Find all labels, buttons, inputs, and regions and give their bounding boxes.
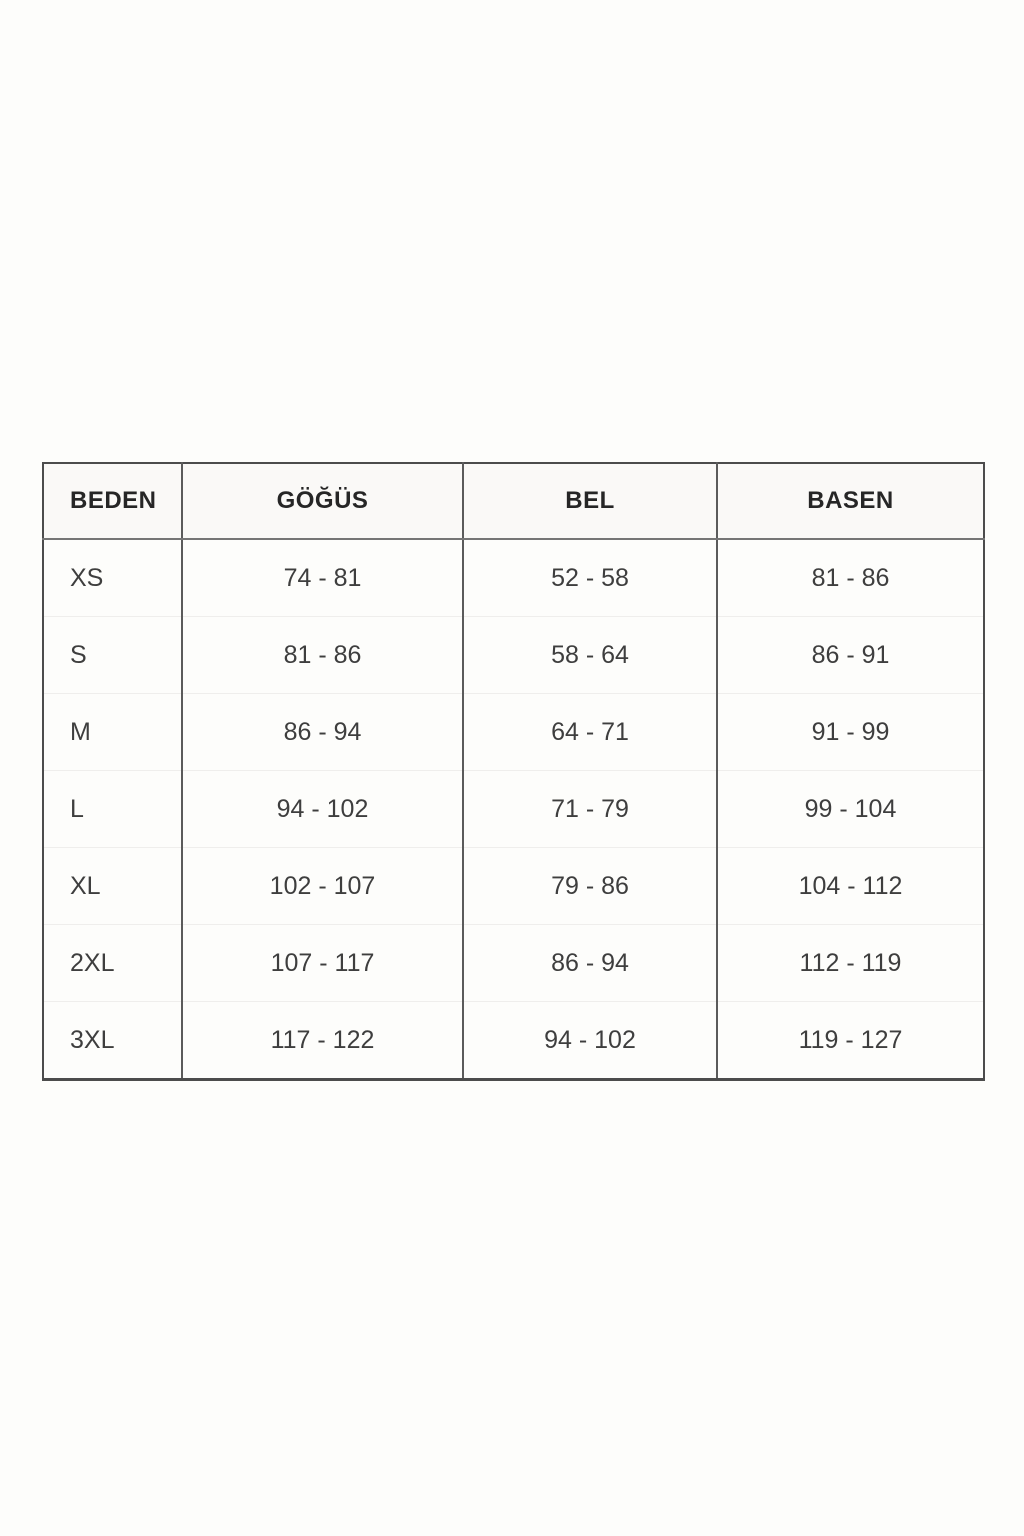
chest-range: 86 - 94 [182,694,463,771]
table-row-s [43,617,984,694]
header-cell-basen: BASEN [717,463,984,539]
chest-range: 74 - 81 [182,539,463,617]
size-label: M [43,694,182,771]
waist-range: 58 - 64 [463,617,717,694]
chest-range: 107 - 117 [182,925,463,1002]
table-row-2xl [43,925,984,1002]
hip-range: 86 - 91 [717,617,984,694]
size-label: L [43,771,182,848]
chest-range: 94 - 102 [182,771,463,848]
size-label: 2XL [43,925,182,1002]
hip-range: 104 - 112 [717,848,984,925]
table-row-xl [43,848,984,925]
hip-range: 112 - 119 [717,925,984,1002]
hip-range: 99 - 104 [717,771,984,848]
size-label: S [43,617,182,694]
hip-range: 119 - 127 [717,1002,984,1080]
waist-range: 71 - 79 [463,771,717,848]
size-chart-table [42,462,985,1081]
size-chart-body [43,539,984,1080]
chest-range: 81 - 86 [182,617,463,694]
header-cell-beden: BEDEN [43,463,182,539]
hip-range: 81 - 86 [717,539,984,617]
waist-range: 86 - 94 [463,925,717,1002]
header-row [43,463,984,539]
waist-range: 94 - 102 [463,1002,717,1080]
hip-range: 91 - 99 [717,694,984,771]
waist-range: 52 - 58 [463,539,717,617]
size-label: XL [43,848,182,925]
table-row-xs [43,539,984,617]
size-label: XS [70,563,104,592]
size-chart-header [43,463,984,539]
table-row-m [43,694,984,771]
header-cell-gogus: GÖĞÜS [182,463,463,539]
chest-range: 117 - 122 [182,1002,463,1080]
table-row-l [43,771,984,848]
size-label: 3XL [43,1002,182,1080]
waist-range: 79 - 86 [463,848,717,925]
waist-range: 64 - 71 [463,694,717,771]
header-cell-bel: BEL [463,463,717,539]
size-chart-container [42,462,983,1081]
table-row-3xl [43,1002,984,1080]
chest-range: 102 - 107 [182,848,463,925]
